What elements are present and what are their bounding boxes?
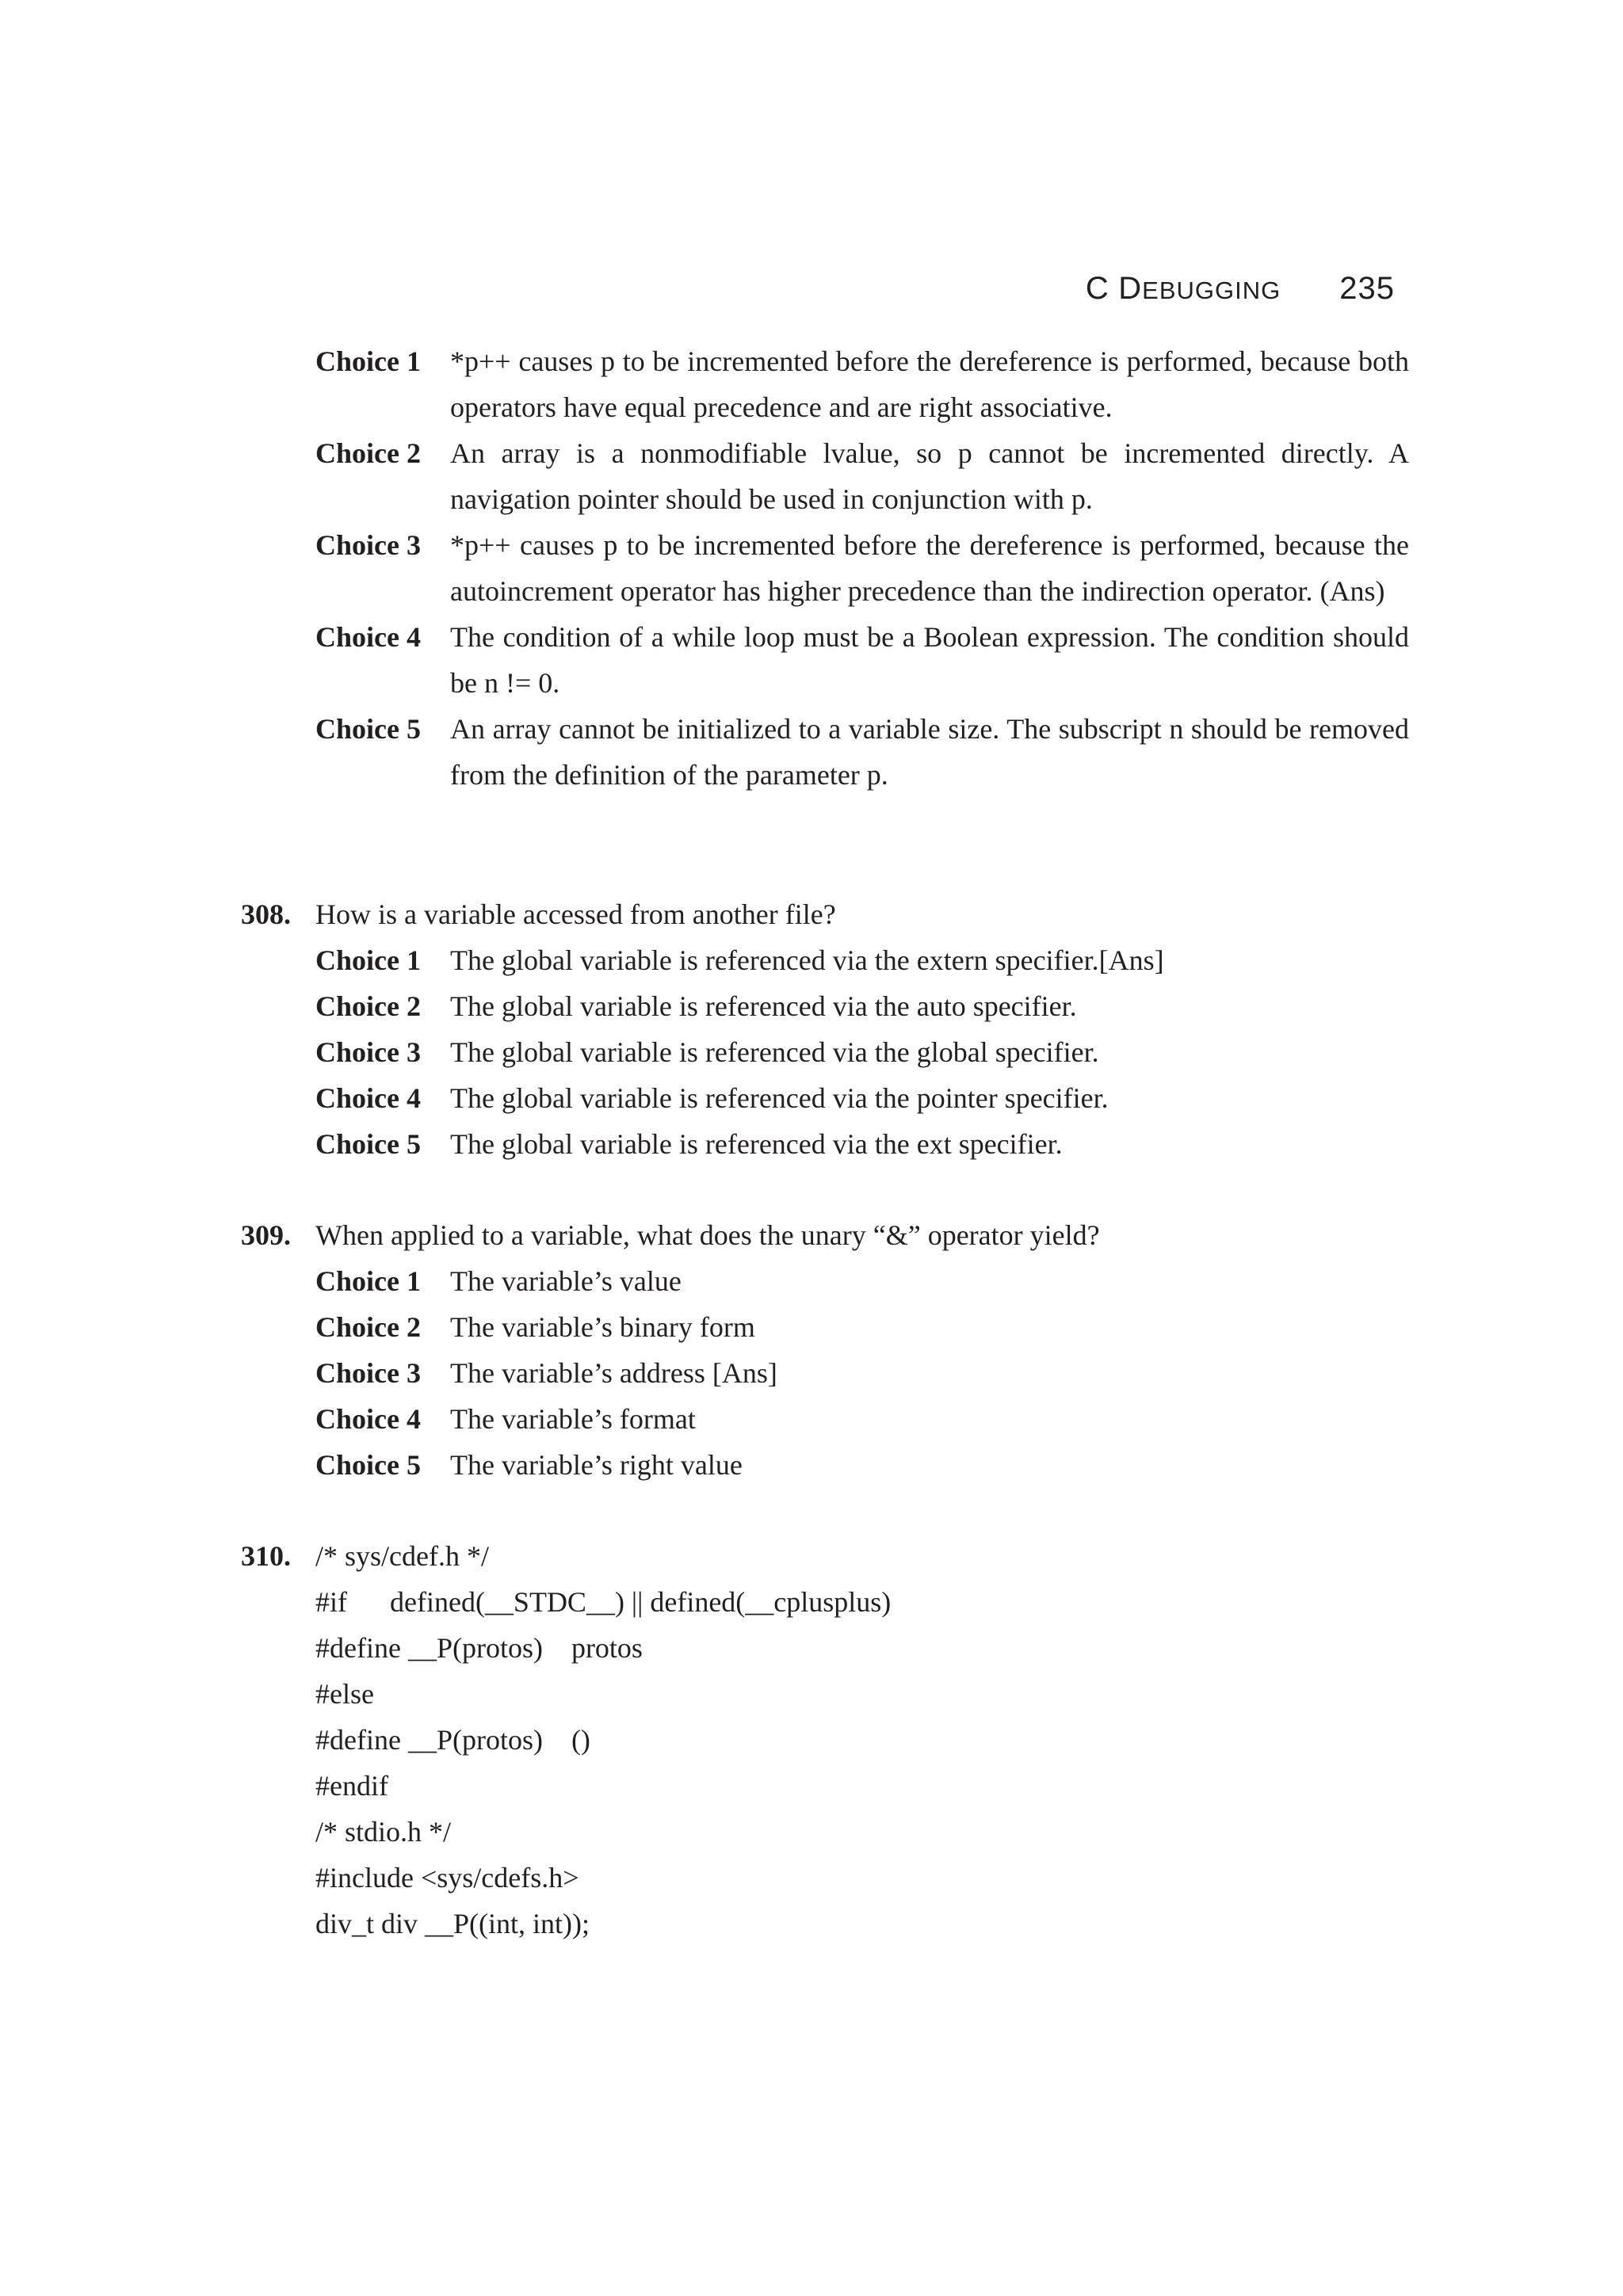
choice-item bbox=[315, 522, 1409, 614]
choice-text: The condition of a while loop must be a Boolean expression. The condition should be n != 0. bbox=[450, 621, 1409, 699]
question-308-choices bbox=[315, 937, 1409, 1167]
choice-item bbox=[315, 937, 1409, 983]
choice-label: Choice 5 bbox=[315, 1449, 421, 1481]
page-header bbox=[1030, 271, 1395, 318]
question-309 bbox=[241, 1212, 1409, 1258]
code-line: #else bbox=[315, 1678, 374, 1710]
choice-text: The global variable is referenced via the global specifier. bbox=[450, 1036, 1099, 1068]
choice-text: The global variable is referenced via the extern specifier.[Ans] bbox=[450, 944, 1164, 976]
question-number: 310. bbox=[241, 1540, 291, 1572]
choice-label: Choice 5 bbox=[315, 713, 421, 745]
choice-text: An array is a nonmodifiable lvalue, so p cannot be incremented directly. A navigation pointer should be used in conjunction with p. bbox=[450, 437, 1409, 515]
choice-item bbox=[315, 1075, 1409, 1121]
choice-text: The variable’s format bbox=[450, 1403, 696, 1435]
choice-text: An array cannot be initialized to a variable size. The subscript n should be removed from the definition of the parameter p. bbox=[450, 713, 1409, 791]
question-310 bbox=[241, 1533, 1409, 1579]
question-308 bbox=[241, 891, 1409, 937]
code-line: #define __P(protos) protos bbox=[315, 1632, 643, 1664]
code-line: /* stdio.h */ bbox=[315, 1816, 452, 1848]
question-number: 308. bbox=[241, 898, 291, 930]
choice-item bbox=[315, 1304, 1409, 1350]
code-line: #if defined(__STDC__) || defined(__cplusplus) bbox=[315, 1586, 892, 1618]
choice-item bbox=[315, 338, 1409, 430]
choice-text: The global variable is referenced via the pointer specifier. bbox=[450, 1082, 1109, 1114]
code-line: #include <sys/cdefs.h> bbox=[315, 1862, 579, 1894]
choice-label: Choice 3 bbox=[315, 1036, 421, 1068]
prev-question-choices bbox=[315, 338, 1409, 798]
choice-label: Choice 3 bbox=[315, 529, 421, 561]
code-line: div_t div __P((int, int)); bbox=[315, 1908, 590, 1939]
choice-label: Choice 2 bbox=[315, 990, 421, 1022]
choice-item bbox=[315, 1442, 1409, 1488]
choice-label: Choice 4 bbox=[315, 1082, 421, 1114]
choice-item bbox=[315, 706, 1409, 798]
choice-label: Choice 3 bbox=[315, 1357, 421, 1389]
choice-label: Choice 2 bbox=[315, 1311, 421, 1343]
choice-text: The global variable is referenced via the auto specifier. bbox=[450, 990, 1077, 1022]
choice-label: Choice 5 bbox=[315, 1128, 421, 1160]
code-line: #endif bbox=[315, 1770, 388, 1802]
running-head: C DEBUGGING bbox=[1085, 271, 1281, 306]
choice-item bbox=[315, 1029, 1409, 1075]
choice-label: Choice 4 bbox=[315, 1403, 421, 1435]
question-309-choices bbox=[315, 1258, 1409, 1488]
choice-item bbox=[315, 1350, 1409, 1396]
choice-text: The variable’s binary form bbox=[450, 1311, 755, 1343]
choice-item bbox=[315, 983, 1409, 1029]
choice-text: The global variable is referenced via the ext specifier. bbox=[450, 1128, 1063, 1160]
choice-text: The variable’s address [Ans] bbox=[450, 1357, 777, 1389]
choice-item bbox=[315, 430, 1409, 522]
choice-label: Choice 1 bbox=[315, 944, 421, 976]
question-number: 309. bbox=[241, 1219, 291, 1251]
choice-item bbox=[315, 1121, 1409, 1167]
choice-item bbox=[315, 1396, 1409, 1442]
choice-label: Choice 1 bbox=[315, 345, 421, 377]
code-comment: /* sys/cdef.h */ bbox=[315, 1540, 489, 1572]
question-text: When applied to a variable, what does the unary “&” operator yield? bbox=[315, 1219, 1100, 1251]
choice-label: Choice 4 bbox=[315, 621, 421, 653]
choice-item bbox=[315, 1258, 1409, 1304]
code-line: #define __P(protos) () bbox=[315, 1724, 590, 1756]
choice-text: The variable’s right value bbox=[450, 1449, 743, 1481]
question-text: How is a variable accessed from another file? bbox=[315, 898, 836, 930]
choice-label: Choice 1 bbox=[315, 1265, 421, 1297]
choice-item bbox=[315, 614, 1409, 706]
choice-label: Choice 2 bbox=[315, 437, 421, 469]
page-number: 235 bbox=[1339, 271, 1395, 306]
choice-text: *p++ causes p to be incremented before the dereference is performed, because the autoincrement operator has higher precedence than the indirection operator. (Ans) bbox=[450, 529, 1409, 607]
choice-text: *p++ causes p to be incremented before the dereference is performed, because both operators have equal precedence and are right associative. bbox=[450, 345, 1409, 423]
choice-text: The variable’s value bbox=[450, 1265, 682, 1297]
